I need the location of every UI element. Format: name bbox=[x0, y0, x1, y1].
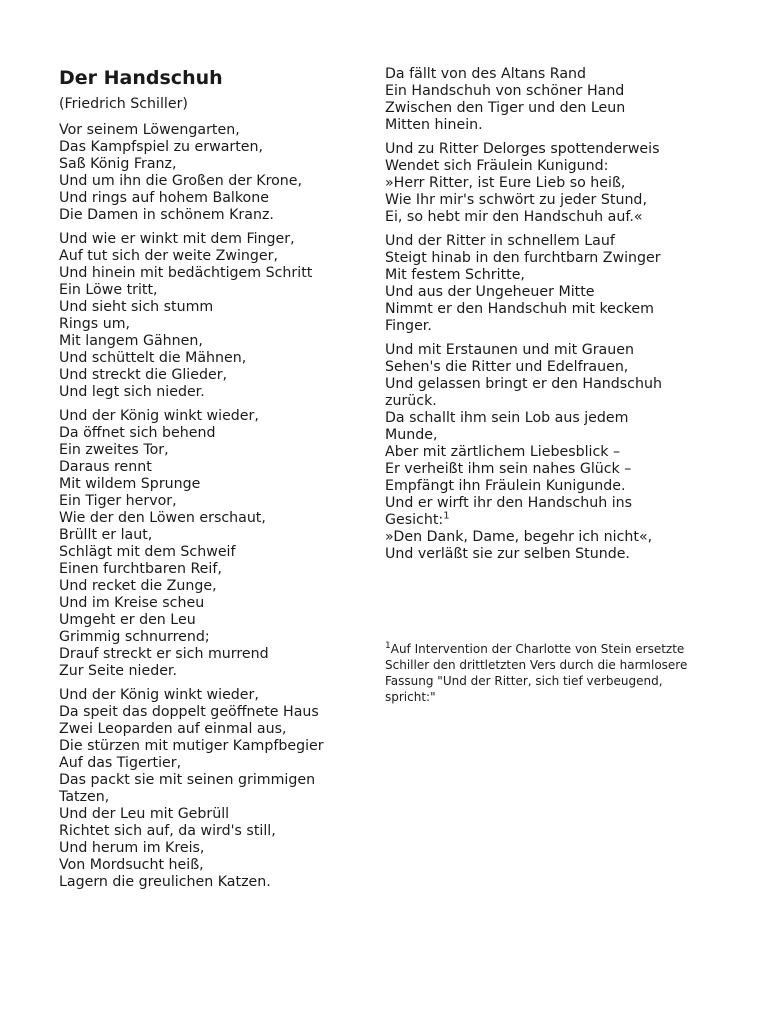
verse-line bbox=[385, 342, 720, 359]
verse-line bbox=[59, 190, 364, 207]
verse-line bbox=[59, 442, 364, 459]
verse-line bbox=[59, 493, 364, 510]
verse-text: Und streckt die Glieder, bbox=[59, 367, 228, 383]
verse-text: Und recket die Zunge, bbox=[59, 578, 217, 594]
verse-line bbox=[59, 646, 364, 663]
verse-text: Das Kampfspiel zu erwarten, bbox=[59, 139, 264, 155]
verse-text: Zur Seite nieder. bbox=[59, 663, 177, 679]
verse-text: Richtet sich auf, da wird's still, bbox=[59, 823, 276, 839]
verse-text: Gesicht: bbox=[385, 512, 444, 528]
verse-text: Einen furchtbaren Reif, bbox=[59, 561, 222, 577]
verse-text: Da öffnet sich behend bbox=[59, 425, 216, 441]
verse-line bbox=[385, 284, 720, 301]
verse-line bbox=[59, 789, 364, 806]
verse-line bbox=[59, 629, 364, 646]
verse-line bbox=[385, 512, 720, 529]
verse-line bbox=[59, 350, 364, 367]
footnote-text: Auf Intervention der Charlotte von Stein ersetzte Schiller den drittletzten Vers durch die harmlosere Fassung "Und der Ritter, sich tief verbeugend, spricht:" bbox=[385, 642, 688, 704]
verse-text: Und verläßt sie zur selben Stunde. bbox=[385, 546, 630, 562]
verse-text: Umgeht er den Leu bbox=[59, 612, 196, 628]
verse-line bbox=[385, 478, 720, 495]
verse-text: Zwischen den Tiger und den Leun bbox=[385, 100, 626, 116]
verse-line bbox=[59, 595, 364, 612]
footnote-marker: 1 bbox=[385, 641, 391, 651]
verse-text: Wie der den Löwen erschaut, bbox=[59, 510, 266, 526]
verse-text: Die Damen in schönem Kranz. bbox=[59, 207, 274, 223]
verse-text: Da speit das doppelt geöffnete Haus bbox=[59, 704, 319, 720]
stanza bbox=[59, 408, 364, 680]
verse-text: Saß König Franz, bbox=[59, 156, 177, 172]
verse-line bbox=[385, 117, 720, 134]
verse-line bbox=[59, 248, 364, 265]
verse-line bbox=[59, 459, 364, 476]
footnote-reference: 1 bbox=[443, 510, 450, 522]
verse-line bbox=[59, 282, 364, 299]
verse-line bbox=[59, 476, 364, 493]
stanza bbox=[59, 122, 364, 224]
verse-line bbox=[385, 427, 720, 444]
verse-line bbox=[385, 376, 720, 393]
verse-text: Und aus der Ungeheuer Mitte bbox=[385, 284, 595, 300]
left-column bbox=[59, 66, 364, 898]
verse-line bbox=[59, 367, 364, 384]
verse-text: Rings um, bbox=[59, 316, 131, 332]
verse-text: Und schüttelt die Mähnen, bbox=[59, 350, 247, 366]
right-stanzas bbox=[385, 66, 720, 563]
verse-line bbox=[59, 561, 364, 578]
verse-line bbox=[59, 173, 364, 190]
verse-line bbox=[385, 359, 720, 376]
verse-text: »Herr Ritter, ist Eure Lieb so heiß, bbox=[385, 175, 626, 191]
verse-line bbox=[59, 544, 364, 561]
verse-text: Mit festem Schritte, bbox=[385, 267, 525, 283]
verse-text: Und legt sich nieder. bbox=[59, 384, 205, 400]
verse-line bbox=[59, 874, 364, 891]
verse-text: Die stürzen mit mutiger Kampfbegier bbox=[59, 738, 324, 754]
footnote bbox=[385, 641, 715, 705]
verse-text: Da schallt ihm sein Lob aus jedem bbox=[385, 410, 629, 426]
verse-line bbox=[59, 772, 364, 789]
verse-line bbox=[59, 738, 364, 755]
verse-text: Und sieht sich stumm bbox=[59, 299, 214, 315]
verse-line bbox=[59, 721, 364, 738]
verse-line bbox=[59, 527, 364, 544]
verse-text: Und der König winkt wieder, bbox=[59, 408, 259, 424]
verse-text: Schlägt mit dem Schweif bbox=[59, 544, 236, 560]
verse-text: »Den Dank, Dame, begehr ich nicht«, bbox=[385, 529, 653, 545]
verse-text: Grimmig schnurrend; bbox=[59, 629, 210, 645]
verse-text: Ein Tiger hervor, bbox=[59, 493, 177, 509]
verse-line bbox=[385, 461, 720, 478]
verse-line bbox=[385, 495, 720, 512]
verse-line bbox=[59, 265, 364, 282]
verse-line bbox=[59, 510, 364, 527]
verse-text: Er verheißt ihm sein nahes Glück – bbox=[385, 461, 632, 477]
verse-text: Ein zweites Tor, bbox=[59, 442, 169, 458]
verse-text: Zwei Leoparden auf einmal aus, bbox=[59, 721, 287, 737]
verse-line bbox=[385, 410, 720, 427]
verse-line bbox=[59, 384, 364, 401]
verse-text: Und der König winkt wieder, bbox=[59, 687, 259, 703]
verse-text: Und wie er winkt mit dem Finger, bbox=[59, 231, 295, 247]
verse-text: Munde, bbox=[385, 427, 438, 443]
verse-line bbox=[385, 546, 720, 563]
verse-text: Drauf streckt er sich murrend bbox=[59, 646, 269, 662]
verse-line bbox=[385, 83, 720, 100]
verse-line bbox=[59, 806, 364, 823]
verse-line bbox=[59, 823, 364, 840]
verse-line bbox=[59, 612, 364, 629]
verse-text: Mitten hinein. bbox=[385, 117, 483, 133]
verse-line bbox=[385, 301, 720, 318]
verse-text: Ein Löwe tritt, bbox=[59, 282, 158, 298]
stanza bbox=[385, 342, 720, 563]
right-column bbox=[385, 66, 720, 570]
verse-text: Und der Leu mit Gebrüll bbox=[59, 806, 230, 822]
verse-line bbox=[59, 156, 364, 173]
verse-line bbox=[385, 100, 720, 117]
left-stanzas bbox=[59, 122, 364, 891]
verse-text: Von Mordsucht heiß, bbox=[59, 857, 204, 873]
verse-line bbox=[59, 231, 364, 248]
verse-text: Und gelassen bringt er den Handschuh bbox=[385, 376, 662, 392]
verse-text: Steigt hinab in den furchtbarn Zwinger bbox=[385, 250, 661, 266]
stanza bbox=[385, 66, 720, 134]
verse-line bbox=[385, 318, 720, 335]
verse-text: Wendet sich Fräulein Kunigund: bbox=[385, 158, 609, 174]
verse-line bbox=[385, 158, 720, 175]
verse-text: Das packt sie mit seinen grimmigen bbox=[59, 772, 316, 788]
verse-text: Aber mit zärtlichem Liebesblick – bbox=[385, 444, 621, 460]
verse-line bbox=[59, 687, 364, 704]
verse-text: Lagern die greulichen Katzen. bbox=[59, 874, 271, 890]
verse-text: Empfängt ihn Fräulein Kunigunde. bbox=[385, 478, 626, 494]
verse-text: Ein Handschuh von schöner Hand bbox=[385, 83, 625, 99]
stanza bbox=[59, 687, 364, 891]
verse-text: Mit wildem Sprunge bbox=[59, 476, 201, 492]
verse-line bbox=[59, 139, 364, 156]
verse-line bbox=[385, 175, 720, 192]
verse-line bbox=[385, 141, 720, 158]
verse-text: Und um ihn die Großen der Krone, bbox=[59, 173, 303, 189]
verse-line bbox=[385, 267, 720, 284]
verse-line bbox=[59, 316, 364, 333]
verse-line bbox=[59, 207, 364, 224]
stanza bbox=[59, 231, 364, 401]
verse-text: Brüllt er laut, bbox=[59, 527, 153, 543]
verse-line bbox=[385, 233, 720, 250]
verse-text: Und er wirft ihr den Handschuh ins bbox=[385, 495, 633, 511]
verse-text: Auf tut sich der weite Zwinger, bbox=[59, 248, 278, 264]
verse-text: Finger. bbox=[385, 318, 432, 334]
verse-text: Da fällt von des Altans Rand bbox=[385, 66, 587, 82]
stanza bbox=[385, 233, 720, 335]
verse-line bbox=[385, 192, 720, 209]
verse-line bbox=[59, 755, 364, 772]
verse-text: Ei, so hebt mir den Handschuh auf.« bbox=[385, 209, 643, 225]
verse-line bbox=[385, 66, 720, 83]
poem-title: Der Handschuh bbox=[59, 67, 223, 89]
verse-text: Mit langem Gähnen, bbox=[59, 333, 203, 349]
verse-text: Und rings auf hohem Balkone bbox=[59, 190, 269, 206]
verse-line bbox=[385, 529, 720, 546]
verse-line bbox=[385, 393, 720, 410]
verse-line bbox=[385, 250, 720, 267]
verse-line bbox=[59, 704, 364, 721]
verse-text: zurück. bbox=[385, 393, 437, 409]
verse-line bbox=[59, 299, 364, 316]
verse-text: Vor seinem Löwengarten, bbox=[59, 122, 240, 138]
verse-text: Und herum im Kreis, bbox=[59, 840, 205, 856]
verse-text: Sehen's die Ritter und Edelfrauen, bbox=[385, 359, 629, 375]
verse-text: Und im Kreise scheu bbox=[59, 595, 205, 611]
verse-line bbox=[59, 663, 364, 680]
verse-text: Wie Ihr mir's schwört zu jeder Stund, bbox=[385, 192, 647, 208]
verse-text: Nimmt er den Handschuh mit keckem bbox=[385, 301, 654, 317]
stanza bbox=[385, 141, 720, 226]
poem-author: (Friedrich Schiller) bbox=[59, 96, 188, 112]
verse-line bbox=[59, 857, 364, 874]
verse-line bbox=[59, 333, 364, 350]
verse-text: Und der Ritter in schnellem Lauf bbox=[385, 233, 615, 249]
verse-line bbox=[59, 578, 364, 595]
verse-line bbox=[59, 425, 364, 442]
verse-line bbox=[385, 209, 720, 226]
verse-text: Tatzen, bbox=[59, 789, 110, 805]
verse-text: Und zu Ritter Delorges spottenderweis bbox=[385, 141, 660, 157]
verse-text: Auf das Tigertier, bbox=[59, 755, 182, 771]
verse-line bbox=[59, 408, 364, 425]
verse-text: Und hinein mit bedächtigem Schritt bbox=[59, 265, 313, 281]
verse-text: Und mit Erstaunen und mit Grauen bbox=[385, 342, 634, 358]
verse-line bbox=[59, 122, 364, 139]
verse-text: Daraus rennt bbox=[59, 459, 152, 475]
verse-line bbox=[385, 444, 720, 461]
verse-line bbox=[59, 840, 364, 857]
